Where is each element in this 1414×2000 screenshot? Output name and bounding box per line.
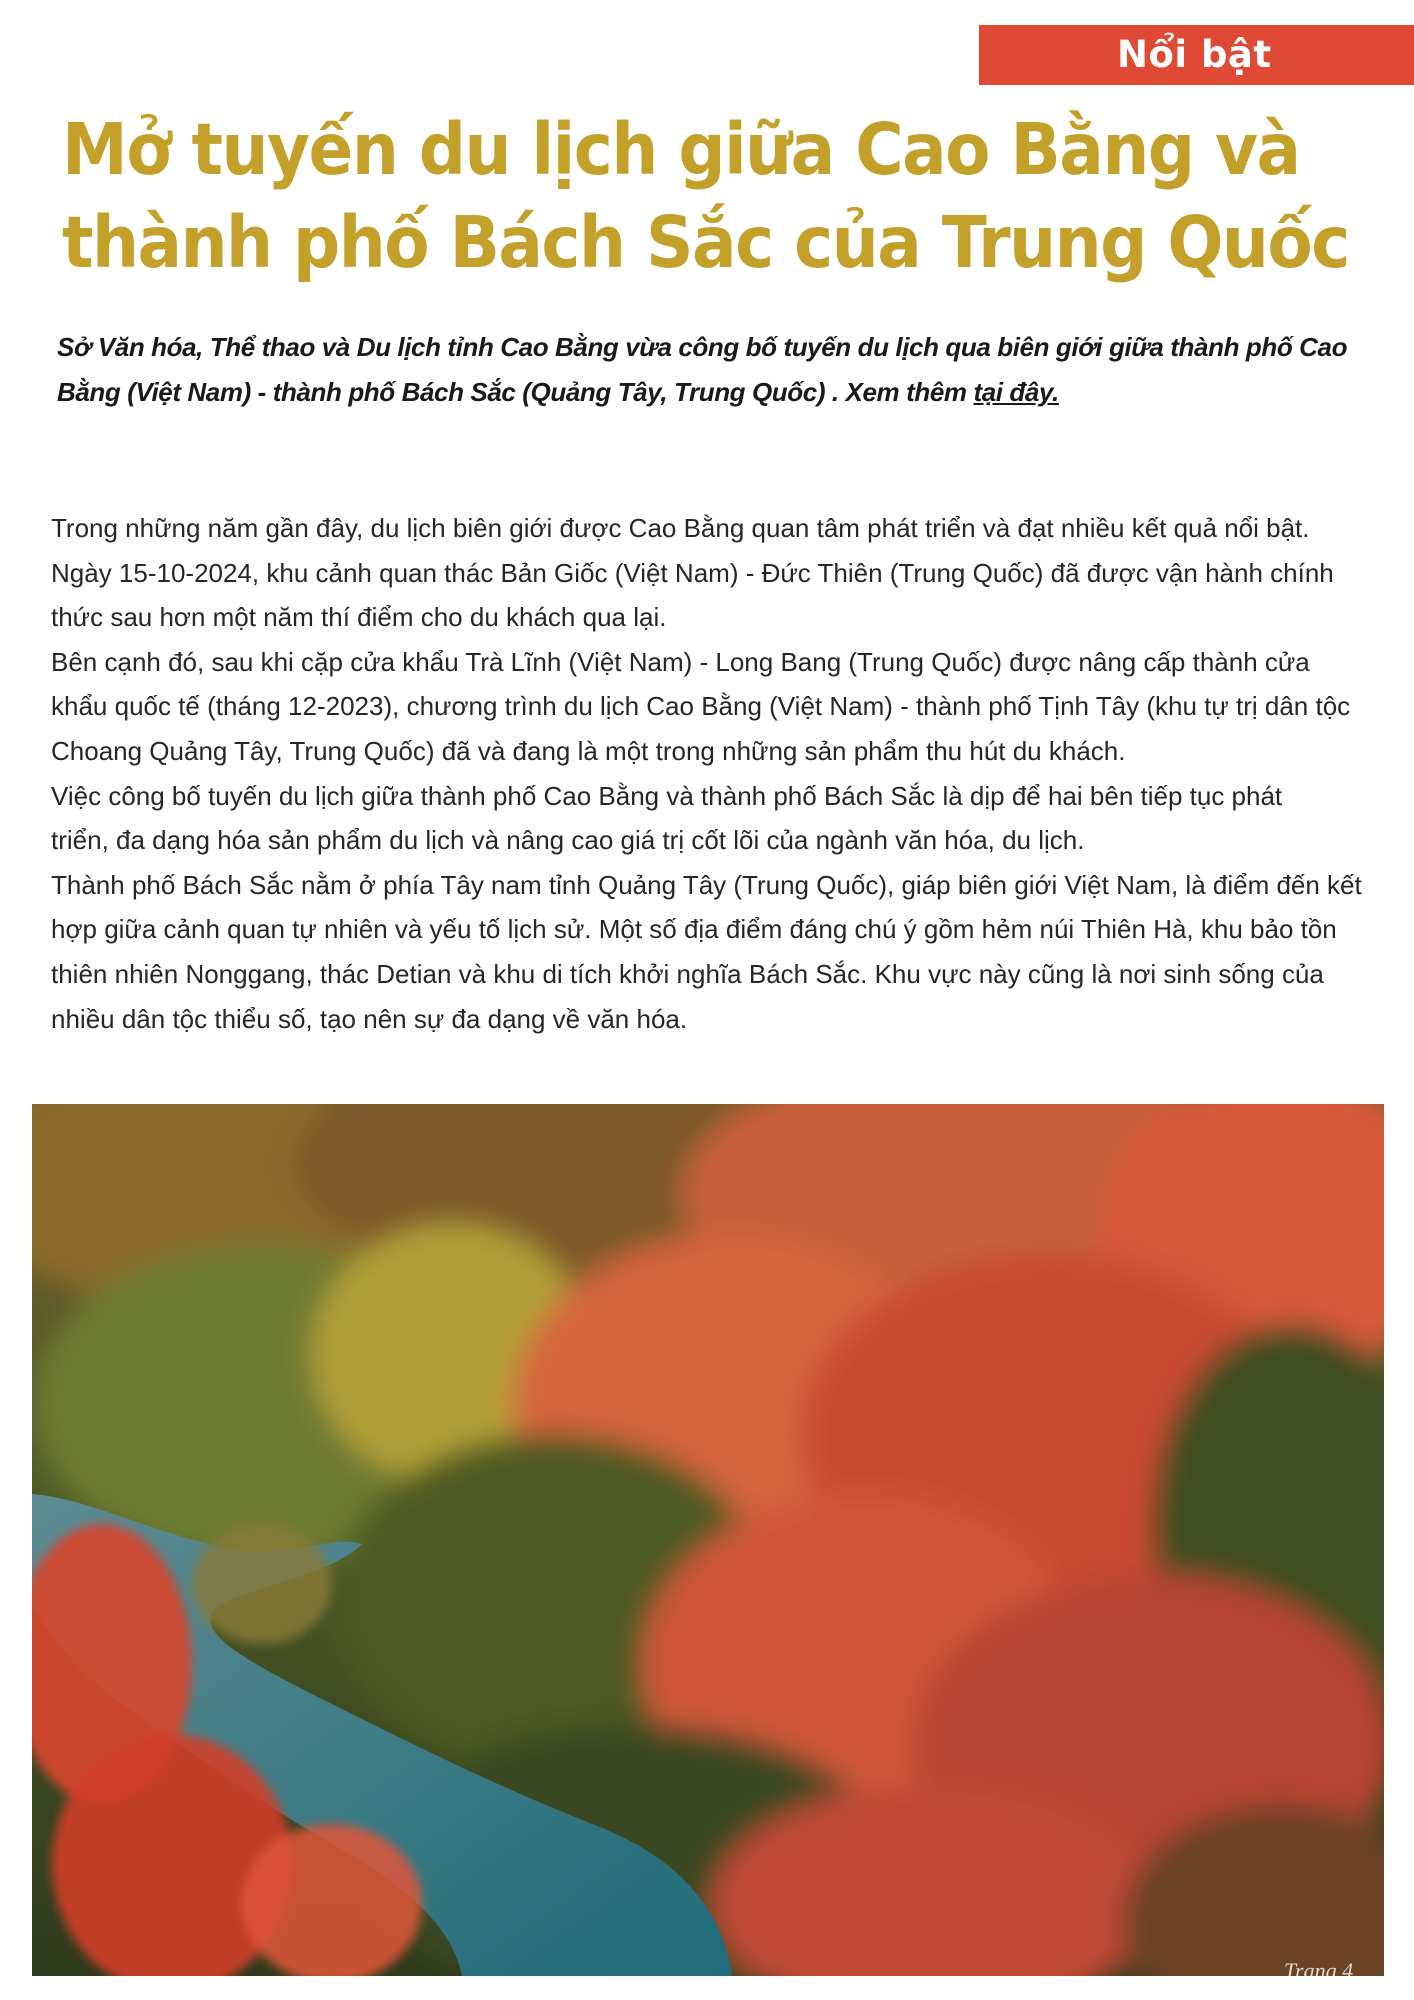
body-line: thiên nhiên Nonggang, thác Detian và khu di tích khởi nghĩa Bách Sắc. Khu vực này cũng là nơi sinh sống của	[51, 958, 1324, 989]
article-title-line: thành phố Bách Sắc của Trung Quốc	[62, 201, 1349, 285]
body-line: Thành phố Bách Sắc nằm ở phía Tây nam tỉnh Quảng Tây (Trung Quốc), giáp biên giới Việt Nam, là điểm đến kết	[51, 869, 1362, 900]
body-line: Ngày 15-10-2024, khu cảnh quan thác Bản Giốc (Việt Nam) - Đức Thiên (Trung Quốc) đã được vận hành chính	[51, 557, 1334, 588]
page-number: Trang 4	[1284, 1958, 1354, 1983]
article-lead	[57, 325, 1377, 415]
article-title	[62, 104, 1349, 290]
body-line: Trong những năm gần đây, du lịch biên giới được Cao Bằng quan tâm phát triển và đạt nhiều kết quả nổi bật.	[51, 513, 1310, 543]
section-badge-label: Nổi bật	[1117, 33, 1272, 76]
section-badge	[979, 25, 1414, 85]
body-line: khẩu quốc tế (tháng 12-2023), chương trình du lịch Cao Bằng (Việt Nam) - thành phố Tịnh Tây (khu tự trị dân tộc	[51, 691, 1351, 722]
lead-line-text: Bằng (Việt Nam) - thành phố Bách Sắc (Quảng Tây, Trung Quốc) . Xem thêm	[57, 377, 974, 407]
read-more-link[interactable]: tại đây.	[973, 377, 1059, 407]
body-line: nhiều dân tộc thiểu số, tạo nên sự đa dạng về văn hóa.	[51, 1003, 688, 1034]
article-body	[51, 506, 1373, 1041]
body-line: triển, đa dạng hóa sản phẩm du lịch và nâng cao giá trị cốt lõi của ngành văn hóa, du lịch.	[51, 825, 1085, 856]
lead-line: Sở Văn hóa, Thể thao và Du lịch tỉnh Cao Bằng vừa công bố tuyến du lịch qua biên giới giữa thành phố Cao	[57, 332, 1348, 362]
body-line: Việc công bố tuyến du lịch giữa thành phố Cao Bằng và thành phố Bách Sắc là dịp để hai bên tiếp tục phát	[51, 780, 1283, 811]
body-line: Choang Quảng Tây, Trung Quốc) đã và đang là một trong những sản phẩm thu hút du khách.	[51, 735, 1126, 766]
article-title-line: Mở tuyến du lịch giữa Cao Bằng và	[62, 108, 1300, 192]
body-line: hợp giữa cảnh quan tự nhiên và yếu tố lịch sử. Một số địa điểm đáng chú ý gồm hẻm núi Thiên Hà, khu bảo tồn	[51, 914, 1337, 945]
body-line: thức sau hơn một năm thí điểm cho du khách qua lại.	[51, 602, 667, 633]
lead-line	[57, 370, 1377, 415]
body-line: Bên cạnh đó, sau khi cặp cửa khẩu Trà Lĩnh (Việt Nam) - Long Bang (Trung Quốc) được nâng cấp thành cửa	[51, 646, 1310, 677]
landscape-photo	[32, 1104, 1384, 1976]
